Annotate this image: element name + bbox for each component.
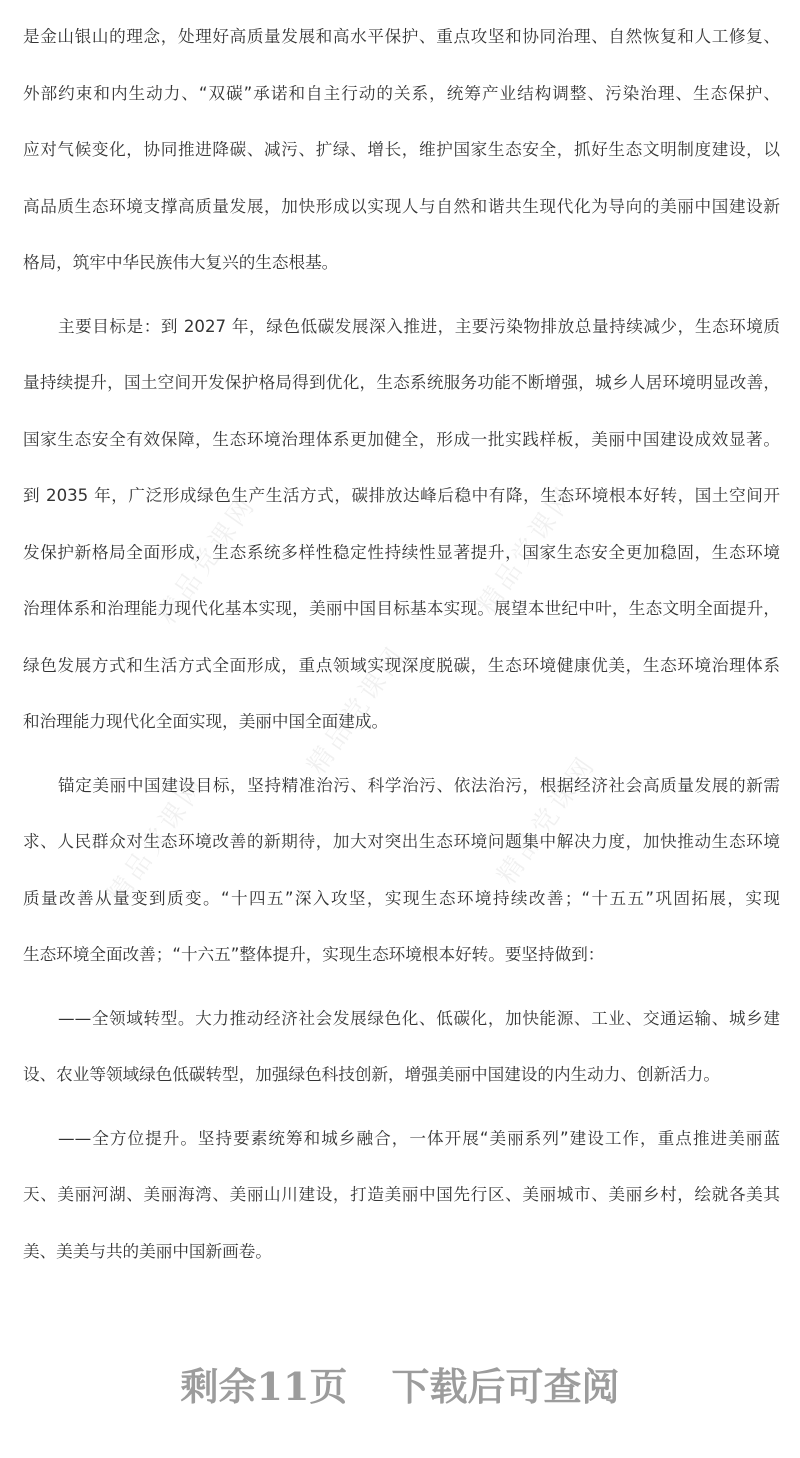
text-line: 和治理能力现代化全面实现，美丽中国全面建成。	[23, 712, 389, 731]
text-line: ——全领域转型。大力推动经济社会发展绿色化、低碳化，加快能源、工业、交通运输、城乡建	[58, 1008, 780, 1028]
watermark: 精品党课网	[491, 749, 603, 890]
paragraph	[23, 9, 780, 292]
text-line: 发保护新格局全面形成，生态系统多样性稳定性持续性显著提升，国家生态安全更加稳固，生态环境	[23, 542, 780, 562]
text-line: 天、美丽河湖、美丽海湾、美丽山川建设，打造美丽中国先行区、美丽城市、美丽乡村，绘就各美其	[23, 1185, 780, 1204]
remaining-pages-notice	[0, 1356, 800, 1411]
text-line: 治理体系和治理能力现代化基本实现，美丽中国目标基本实现。展望本世纪中叶，生态文明全面提升，	[23, 599, 780, 618]
text-line: 求、人民群众对生态环境改善的新期待，加大对突出生态环境问题集中解决力度，加快推动生态环境	[23, 832, 780, 851]
text-line: 到 2035 年，广泛形成绿色生产生活方式，碳排放达峰后稳中有降，生态环境根本好转，国土空间开	[23, 486, 780, 505]
text-line: 质量改善从量变到质变。“十四五”深入攻坚，实现生态环境持续改善；“十五五”巩固拓展，实现	[23, 888, 780, 908]
paragraph	[23, 758, 780, 984]
text-line: 格局，筑牢中华民族伟大复兴的生态根基。	[23, 253, 339, 272]
watermark: 精品党课网	[151, 489, 263, 630]
text-line: 外部约束和内生动力、“双碳”承诺和自主行动的关系，统筹产业结构调整、污染治理、生态保护、	[23, 83, 780, 103]
download-prompt[interactable]: 下载后可查阅	[391, 1364, 620, 1409]
paragraph	[23, 991, 780, 1104]
text-line: 生态环境全面改善；“十六五”整体提升，实现生态环境根本好转。要坚持做到：	[23, 945, 605, 964]
text-line: 主要目标是：到 2027 年，绿色低碳发展深入推进，主要污染物排放总量持续减少，生态环境质	[58, 316, 780, 336]
text-line: 绿色发展方式和生活方式全面形成，重点领域实现深度脱碳，生态环境健康优美，生态环境治理体系	[23, 655, 780, 675]
text-line: 设、农业等领域绿色低碳转型，加强绿色科技创新，增强美丽中国建设的内生动力、创新活力。	[23, 1065, 720, 1084]
remaining-pages-label: 剩余11页	[180, 1364, 348, 1409]
text-line: 量持续提升，国土空间开发保护格局得到优化，生态系统服务功能不断增强，城乡人居环境明显改善，	[23, 373, 780, 392]
document-body	[23, 9, 780, 1287]
watermark: 精品党课网	[471, 479, 583, 620]
text-line: 美、美美与共的美丽中国新画卷。	[23, 1241, 272, 1261]
text-line: ——全方位提升。坚持要素统筹和城乡融合，一体开展“美丽系列”建设工作，重点推进美丽蓝	[58, 1128, 780, 1148]
watermark: 精品党课网	[301, 639, 413, 780]
paragraph	[23, 299, 780, 751]
text-line: 锚定美丽中国建设目标，坚持精准治污、科学治污、依法治污，根据经济社会高质量发展的新需	[58, 775, 780, 795]
text-line: 国家生态安全有效保障，生态环境治理体系更加健全，形成一批实践样板，美丽中国建设成效显著。	[23, 429, 780, 449]
text-line: 是金山银山的理念，处理好高质量发展和高水平保护、重点攻坚和协同治理、自然恢复和人工修复、	[23, 27, 780, 46]
paragraph	[23, 1111, 780, 1281]
watermark: 精品党课网	[101, 769, 213, 910]
text-line: 应对气候变化，协同推进降碳、减污、扩绿、增长，维护国家生态安全，抓好生态文明制度建设，以	[23, 140, 780, 159]
text-line: 高品质生态环境支撑高质量发展，加快形成以实现人与自然和谐共生现代化为导向的美丽中国建设新	[23, 196, 780, 216]
